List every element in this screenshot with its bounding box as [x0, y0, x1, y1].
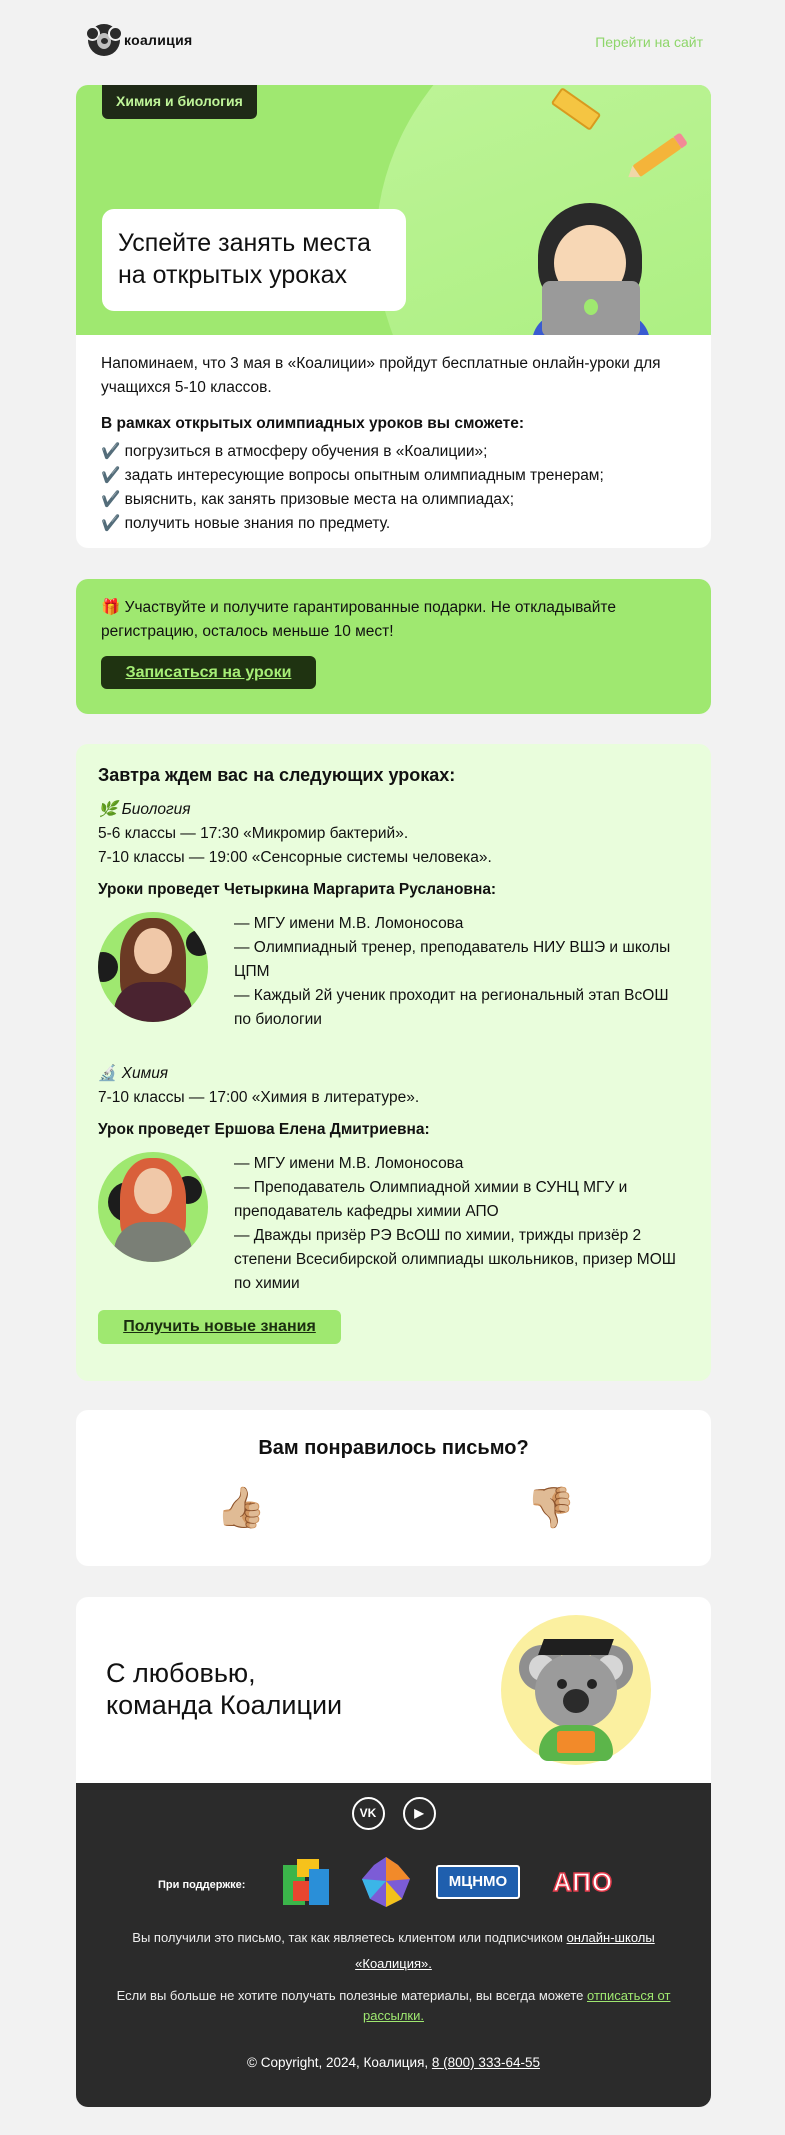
lessons-heading: Завтра ждем вас на следующих уроках:	[98, 765, 456, 785]
email-header	[88, 22, 703, 64]
partner-logo-star-icon	[358, 1855, 414, 1909]
register-button[interactable]: Записаться на уроки	[101, 656, 316, 689]
logo-text: коалиция	[124, 32, 193, 48]
bio-line: — МГУ имени М.В. Ломоносова	[234, 1155, 464, 1172]
subscription-note	[96, 1925, 691, 1977]
list-item: ✔️ выяснить, как занять призовые места на олимпиадах;	[101, 491, 515, 508]
intro-list-heading: В рамках открытых олимпиадных уроков вы сможете:	[101, 415, 525, 432]
benefits-list	[101, 440, 686, 536]
lessons-section	[76, 744, 711, 1381]
bio-line: — Преподаватель Олимпиадной химии в СУНЦ МГУ и преподаватель кафедры химии АПО	[234, 1179, 628, 1220]
hero-title-line2: на открытых уроках	[118, 261, 348, 289]
social-links	[76, 1797, 711, 1830]
thumbs-down-icon[interactable]: 👎🏼	[526, 1486, 576, 1530]
koalition-logo[interactable]	[88, 24, 192, 56]
thumbs-up-icon[interactable]: 👍🏼	[216, 1486, 266, 1530]
unsubscribe-note-text: Если вы больше не хотите получать полезные материалы, вы всегда можете	[116, 1988, 587, 2003]
biology-teacher-name: Уроки проведет Четыркина Маргарита Руслановна:	[98, 881, 497, 898]
bio-line: — МГУ имени М.В. Ломоносова	[234, 915, 464, 932]
chemistry-teacher-block	[98, 1152, 689, 1296]
get-knowledge-button[interactable]: Получить новые знания	[98, 1310, 341, 1344]
email-footer	[76, 1783, 711, 2107]
teacher-bio	[234, 912, 689, 1032]
partner-logo-apo: АПО	[552, 1867, 614, 1897]
biology-subject: 🌿 Биология	[98, 801, 191, 818]
partner-logo-cube-icon	[279, 1855, 335, 1909]
phone-link[interactable]: 8 (800) 333-64-55	[431, 2055, 540, 2070]
unsubscribe-link[interactable]: отписаться от рассылки.	[363, 1988, 671, 2023]
hero-title-line1: Успейте занять места	[118, 229, 371, 257]
copyright	[76, 2055, 711, 2070]
koala-mascot-icon	[501, 1615, 651, 1765]
signoff-text	[106, 1657, 342, 1721]
teacher-avatar	[98, 1152, 208, 1262]
biology-teacher-block	[98, 912, 689, 1032]
hero-title-card	[102, 209, 406, 311]
subject-tag: Химия и биология	[102, 85, 257, 119]
youtube-icon[interactable]: ▶	[403, 1797, 436, 1830]
signoff-section	[76, 1597, 711, 1783]
feedback-question: Вам понравилось письмо?	[258, 1437, 529, 1459]
list-item: ✔️ получить новые знания по предмету.	[101, 515, 391, 532]
teacher-avatar	[98, 912, 208, 1022]
school-link[interactable]: онлайн-школы «Коалиция».	[355, 1930, 655, 1971]
bio-line: — Олимпиадный тренер, преподаватель НИУ ВШЭ и школы ЦПМ	[234, 939, 671, 980]
chemistry-lesson-1: 7-10 классы — 17:00 «Химия в литературе».	[98, 1089, 420, 1106]
bio-line: — Каждый 2й ученик проходит на региональный этап ВсОШ по биологии	[234, 987, 669, 1028]
support-label: При поддержке:	[158, 1879, 246, 1891]
registration-cta	[76, 579, 711, 714]
chemistry-teacher-name: Урок проведет Ершова Елена Дмитриевна:	[98, 1121, 430, 1138]
list-item: ✔️ задать интересующие вопросы опытным олимпиадным тренерам;	[101, 467, 604, 484]
teacher-bio	[234, 1152, 689, 1296]
cta-text: 🎁 Участвуйте и получите гарантированные подарки. Не откладывайте регистрацию, осталось меньше 10 мест!	[101, 599, 616, 640]
bio-line: — Дважды призёр РЭ ВсОШ по химии, трижды призёр 2 степени Всесибирской олимпиады школьников, призер МОШ по химии	[234, 1227, 676, 1292]
signoff-line1: С любовью,	[106, 1658, 256, 1688]
vk-icon[interactable]: VK	[352, 1797, 385, 1830]
student-laptop-illustration	[526, 203, 656, 335]
chemistry-subject: 🔬 Химия	[98, 1065, 169, 1082]
koala-logo-icon	[88, 24, 120, 56]
list-item: ✔️ погрузиться в атмосферу обучения в «Коалиции»;	[101, 443, 488, 460]
biology-lesson-1: 5-6 классы — 17:30 «Микромир бактерий».	[98, 825, 409, 842]
biology-lesson-2: 7-10 классы — 19:00 «Сенсорные системы человека».	[98, 849, 492, 866]
copyright-text: © Copyright, 2024, Коалиция,	[247, 2055, 432, 2070]
partner-logo-mcnmo: МЦНМО	[436, 1865, 520, 1899]
unsubscribe-note	[96, 1986, 691, 2026]
intro-paragraph: Напоминаем, что 3 мая в «Коалиции» пройдут бесплатные онлайн-уроки для учащихся 5-10 классов.	[101, 355, 661, 396]
signoff-line2: команда Коалиции	[106, 1690, 343, 1720]
intro-section	[76, 335, 711, 548]
hero-banner	[76, 85, 711, 335]
subscription-note-text: Вы получили это письмо, так как являетесь клиентом или подписчиком	[132, 1930, 567, 1945]
feedback-section	[76, 1410, 711, 1566]
go-to-site-link[interactable]: Перейти на сайт	[595, 34, 703, 50]
